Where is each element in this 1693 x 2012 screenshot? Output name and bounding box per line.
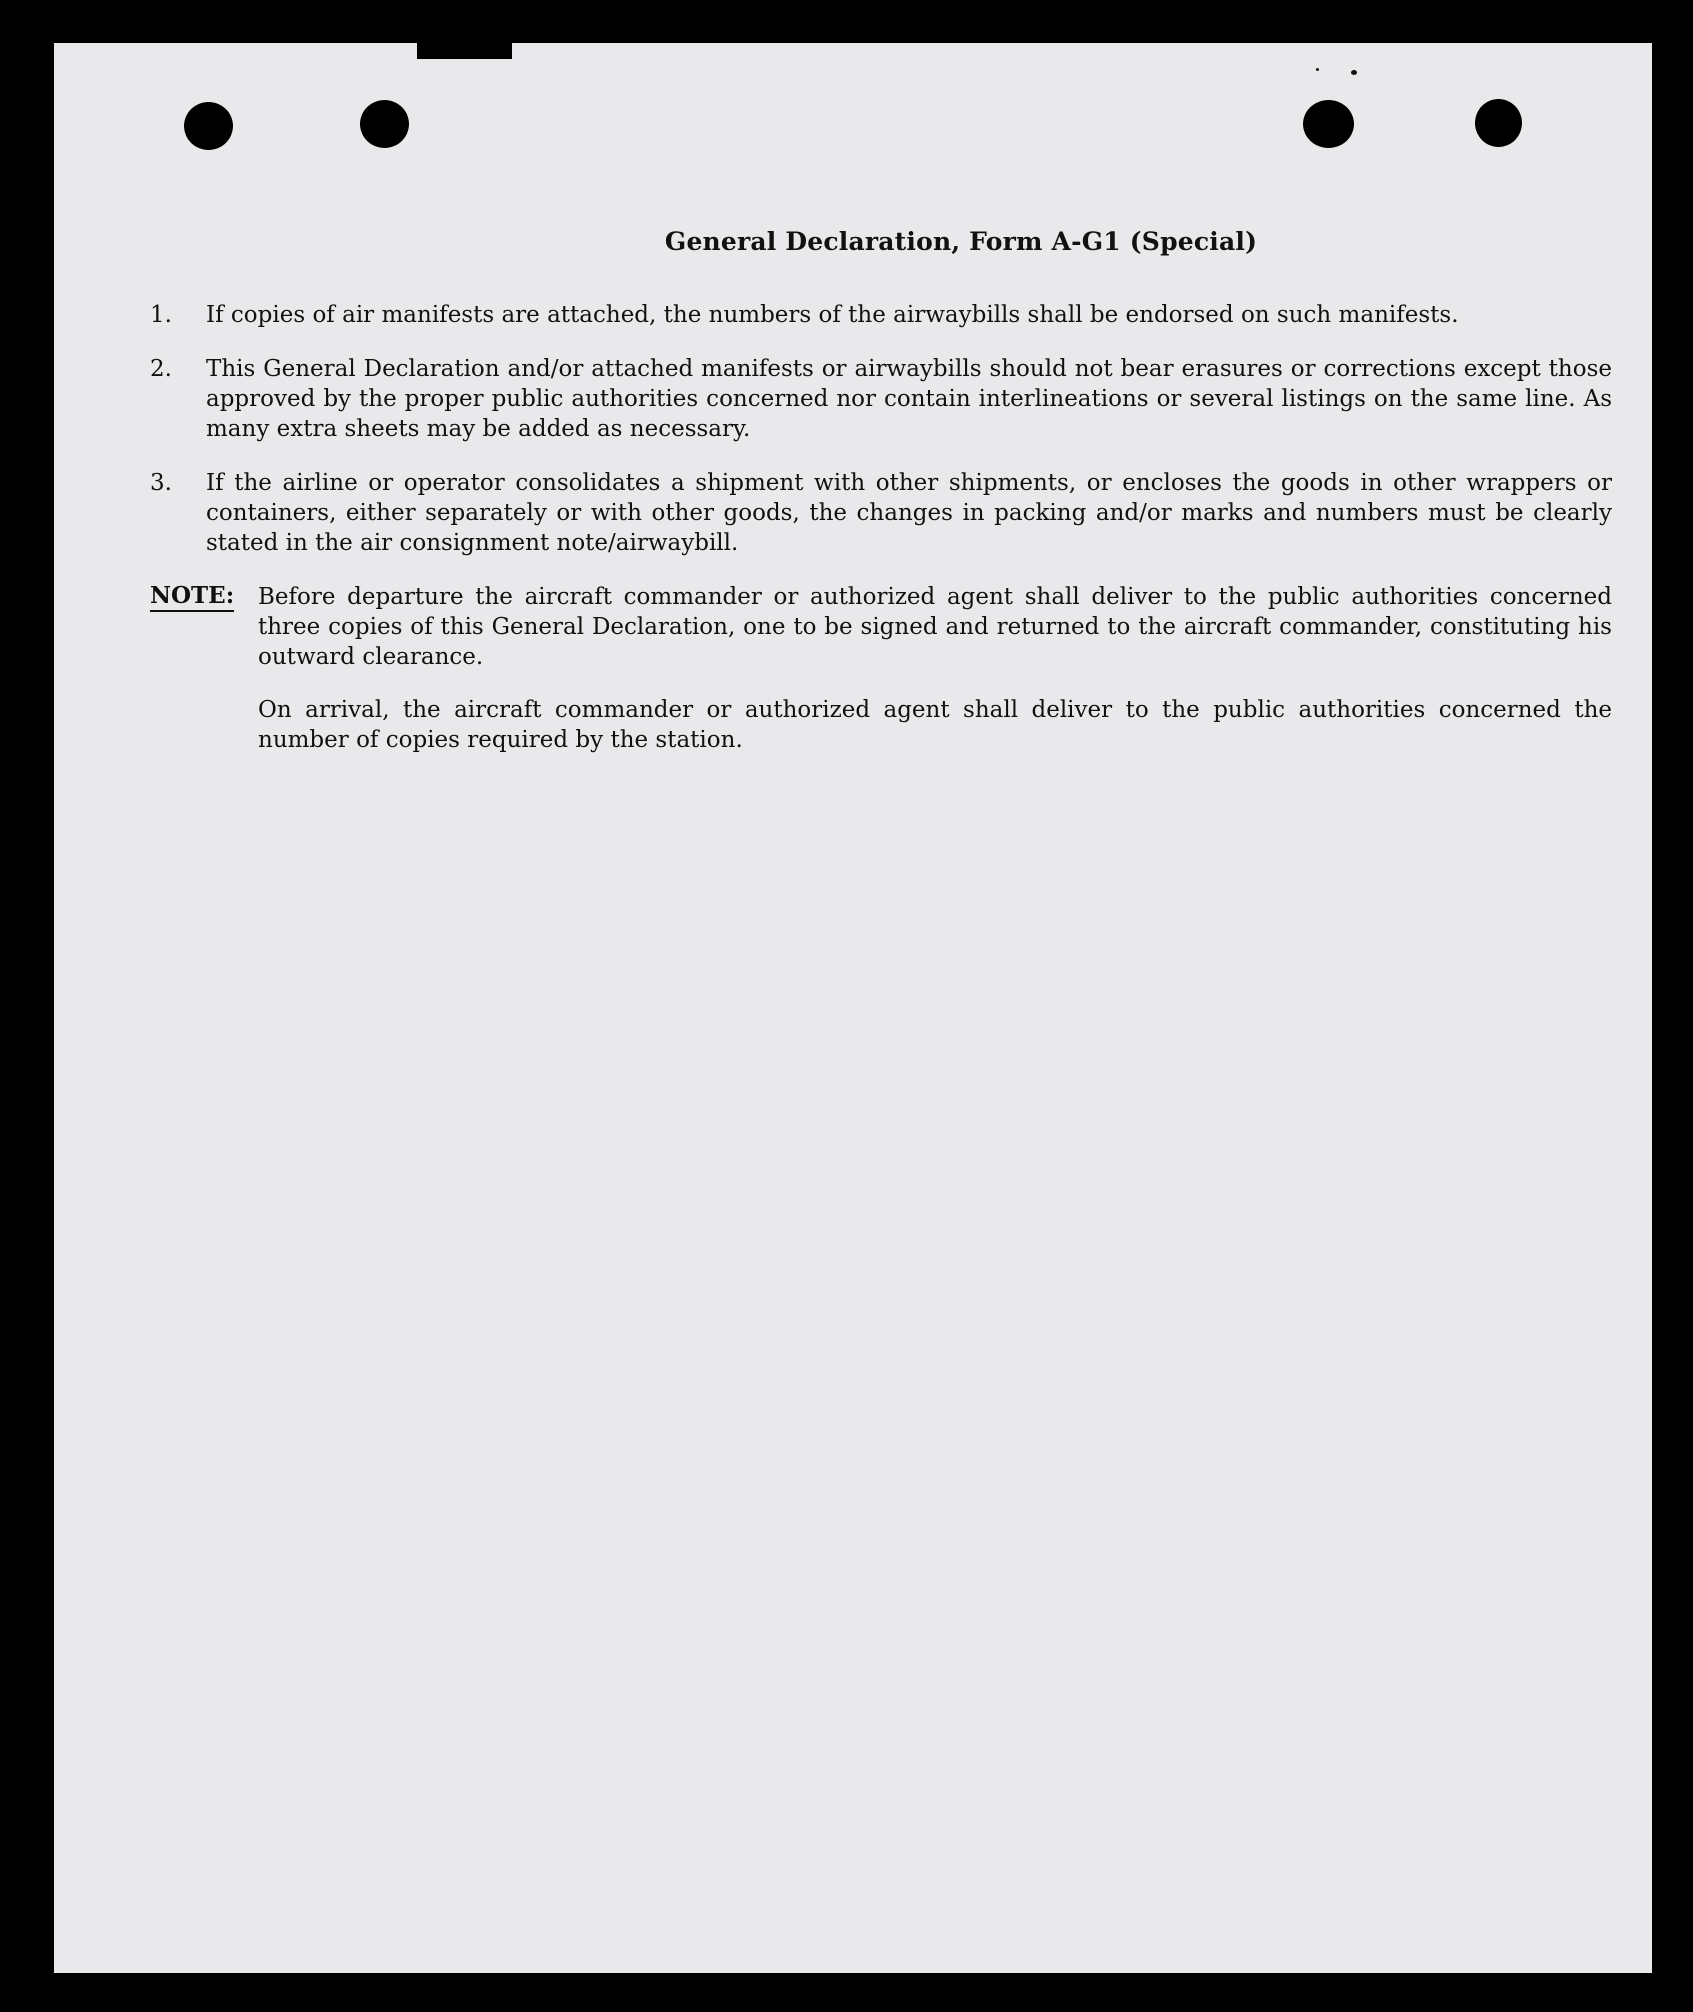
item-number: 3.	[150, 470, 172, 496]
punch-hole	[184, 102, 233, 150]
page-title	[54, 227, 1652, 257]
punch-hole	[1303, 100, 1354, 148]
item-text: This General Declaration and/or attached manifests or airwaybills should not bear erasures or corrections except those approved by the proper public authorities concerned nor contain interlineations or several listings on the same line. As many extra sheets may be added as necessary.	[206, 356, 1612, 442]
note-paragraph-1: Before departure the aircraft commander or authorized agent shall deliver to the public authorities concerned three copies of this General Declaration, one to be signed and returned to the aircraft commander, constituting his outward clearance.	[258, 584, 1612, 670]
binder-tab	[417, 43, 512, 59]
item-number: 1.	[150, 302, 172, 328]
punch-hole	[1475, 99, 1522, 147]
note-label: NOTE:	[150, 583, 234, 612]
item-number: 2.	[150, 356, 172, 382]
note-paragraph-2: On arrival, the aircraft commander or authorized agent shall deliver to the public authorities concerned the number of copies required by the station.	[258, 697, 1612, 753]
document-page	[54, 43, 1652, 1973]
page-title-text: General Declaration, Form A-G1 (Special)	[664, 227, 1258, 256]
item-text: If copies of air manifests are attached, the numbers of the airwaybills shall be endorsed on such manifests.	[206, 302, 1459, 328]
ink-speck	[1351, 70, 1357, 75]
punch-hole	[360, 100, 409, 148]
item-text: If the airline or operator consolidates a shipment with other shipments, or encloses the goods in other wrappers or containers, either separately or with other goods, the changes in packing and/or marks and numbers must be clearly stated in the air consignment note/airwaybill.	[206, 470, 1612, 556]
ink-speck	[1316, 68, 1319, 71]
